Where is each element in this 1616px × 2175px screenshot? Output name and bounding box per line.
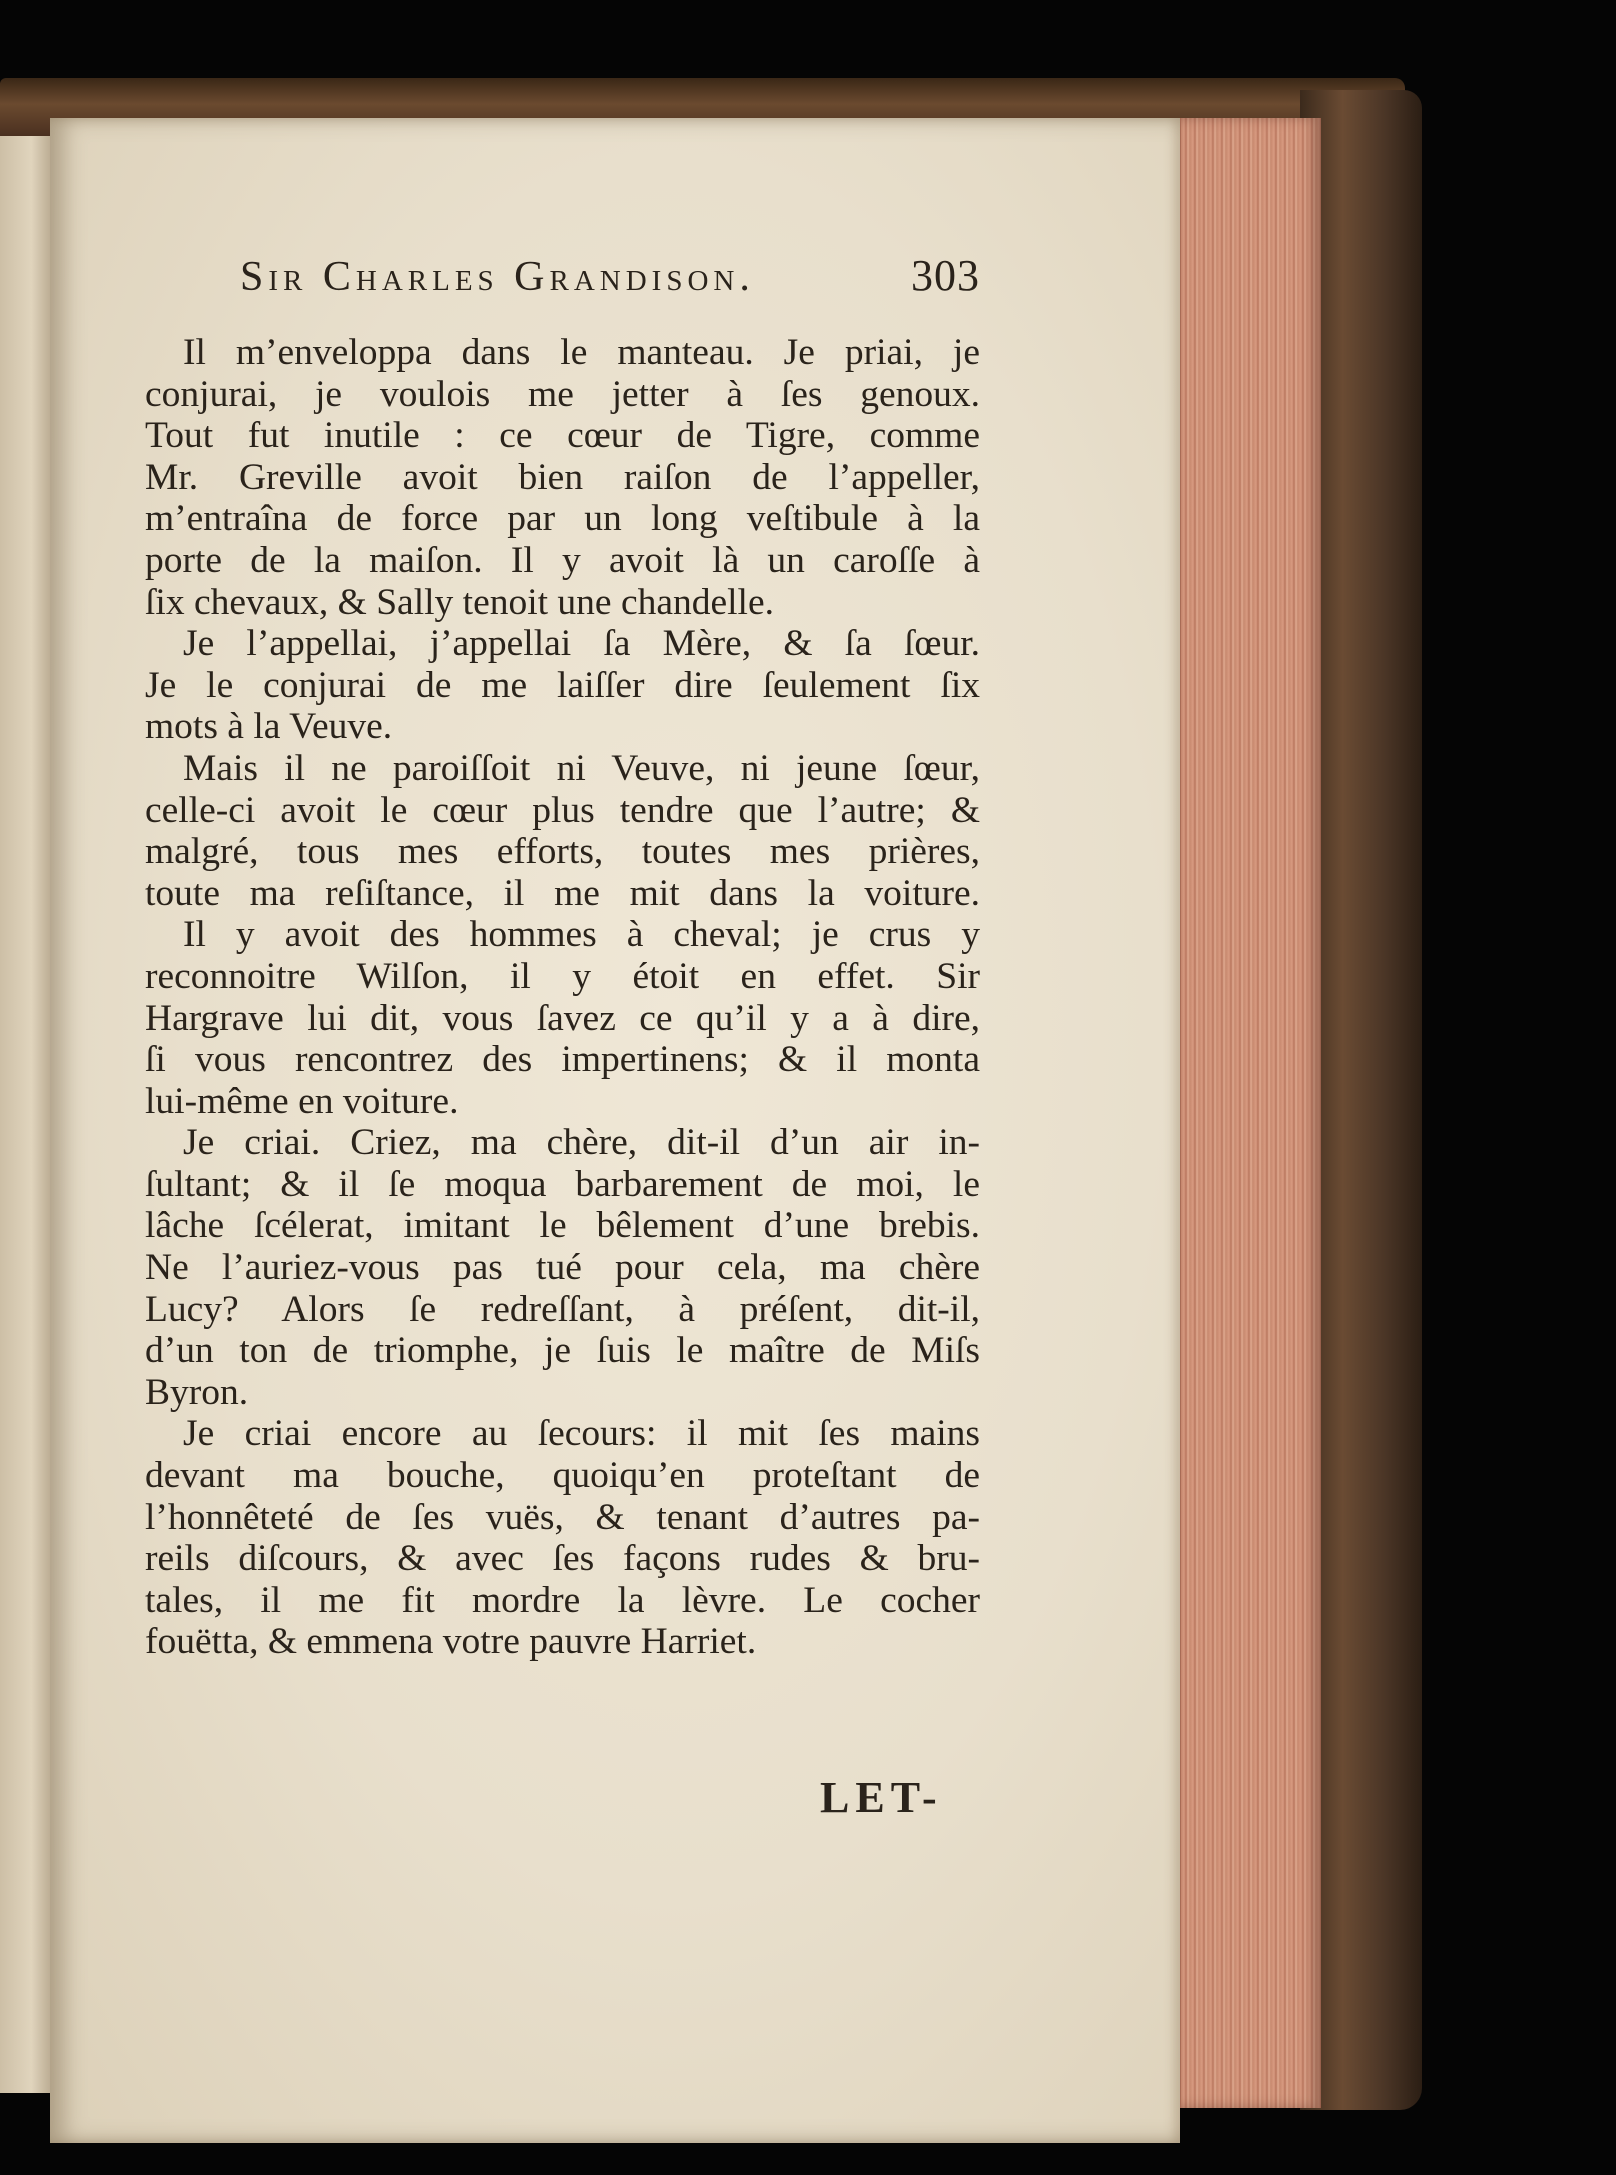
text-line: d’un ton de triomphe, je ſuis le maître de Miſs	[145, 1330, 980, 1372]
text-line: tales, il me fit mordre la lèvre. Le cocher	[145, 1579, 980, 1621]
text-line: mots à la Veuve.	[145, 706, 393, 748]
text-line: Il y avoit des hommes à cheval; je crus y	[183, 914, 980, 956]
text-line: lui-même en voiture.	[145, 1080, 459, 1122]
text-line: ſultant; & il ſe moqua barbarement de moi, le	[145, 1163, 980, 1205]
text-line: porte de la maiſon. Il y avoit là un caroſſe à	[145, 539, 980, 581]
text-line: Mr. Greville avoit bien raiſon de l’appeller,	[145, 456, 980, 498]
text-line: Je criai. Criez, ma chère, dit-il d’un air in-	[183, 1122, 980, 1164]
text-line: lâche ſcélerat, imitant le bêlement d’une brebis.	[145, 1205, 980, 1247]
running-head	[145, 250, 980, 330]
body-text	[145, 332, 980, 1663]
text-line: fouëtta, & emmena votre pauvre Harriet.	[145, 1621, 757, 1663]
text-line: conjurai, je voulois me jetter à ſes genoux.	[145, 373, 980, 415]
text-line: Je l’appellai, j’appellai ſa Mère, & ſa ſœur.	[183, 623, 980, 665]
text-line: toute ma reſiſtance, il me mit dans la voiture.	[145, 872, 980, 914]
page-block-edge	[1178, 118, 1321, 2108]
text-line: Je criai encore au ſecours: il mit ſes mains	[183, 1413, 980, 1455]
text-line: l’honnêteté de ſes vuës, & tenant d’autres pa-	[145, 1496, 980, 1538]
text-line: Mais il ne paroiſſoit ni Veuve, ni jeune ſœur,	[183, 747, 980, 789]
text-line: malgré, tous mes efforts, toutes mes prières,	[145, 831, 980, 873]
running-title: Sir Charles Grandison.	[240, 254, 755, 300]
text-line: ſix chevaux, & Sally tenoit une chandelle.	[145, 581, 774, 623]
text-line: Je le conjurai de me laiſſer dire ſeulement ſix	[145, 664, 980, 706]
text-line: reils diſcours, & avec ſes façons rudes & bru-	[145, 1538, 980, 1580]
text-line: Hargrave lui dit, vous ſavez ce qu’il y a à dire,	[145, 997, 980, 1039]
text-line: ſi vous rencontrez des impertinens; & il monta	[145, 1039, 980, 1081]
text-line: reconnoitre Wilſon, il y étoit en effet. Sir	[145, 955, 980, 997]
catchword: LET-	[820, 1773, 943, 1822]
text-line: Il m’enveloppa dans le manteau. Je priai, je	[183, 332, 980, 373]
page-text-block	[145, 250, 980, 1663]
text-line: celle-ci avoit le cœur plus tendre que l’autre; &	[145, 789, 980, 831]
text-line: Lucy? Alors ſe redreſſant, à préſent, dit-il,	[145, 1288, 980, 1330]
text-line: Byron.	[145, 1371, 249, 1413]
facing-page-edge	[0, 118, 52, 2093]
text-line: devant ma bouche, quoiqu’en proteſtant de	[145, 1455, 980, 1497]
page-number: 303	[911, 251, 980, 300]
text-line: m’entraîna de force par un long veſtibule à la	[145, 498, 980, 540]
text-line: Tout fut inutile : ce cœur de Tigre, comme	[145, 415, 980, 457]
text-line: Ne l’auriez-vous pas tué pour cela, ma chère	[145, 1247, 980, 1289]
